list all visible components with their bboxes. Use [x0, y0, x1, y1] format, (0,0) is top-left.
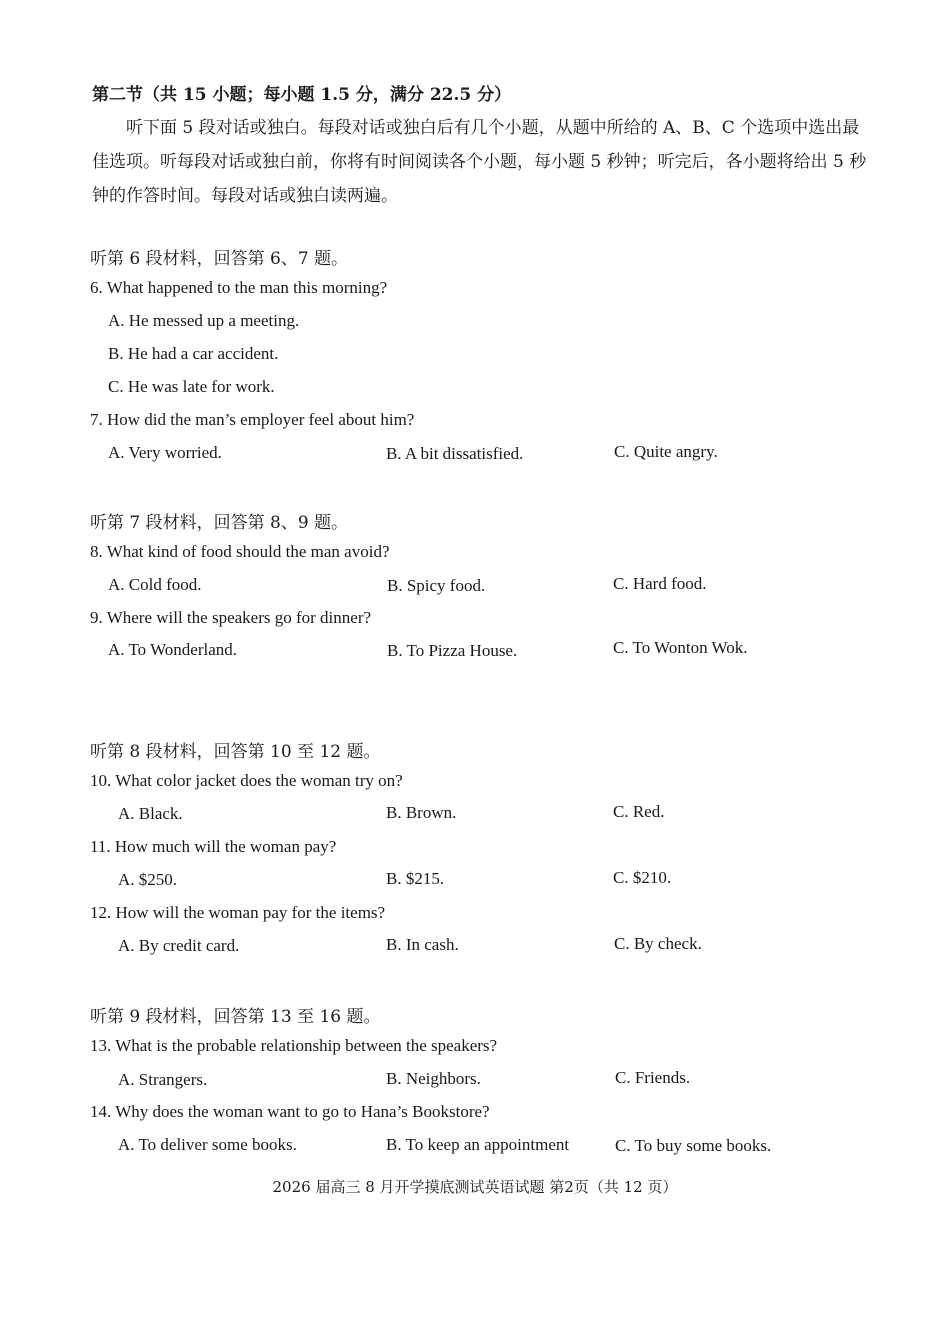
question-9-stem: 9. Where will the speakers go for dinner? [90, 608, 372, 627]
question-14-stem: 14. Why does the woman want to go to Hana’s Bookstore? [90, 1102, 490, 1121]
question-8-option-a: A. Cold food. [108, 575, 202, 594]
question-14-option-c: C. To buy some books. [615, 1136, 772, 1155]
question-11-option-b: B. $215. [386, 869, 445, 888]
question-7-stem: 7. How did the man’s employer feel about him? [90, 410, 415, 429]
question-13-option-a: A. Strangers. [118, 1070, 208, 1089]
question-7-option-a: A. Very worried. [108, 443, 222, 462]
question-10-option-a: A. Black. [118, 804, 183, 823]
group-header-9: 听第 9 段材料，回答第 13 至 16 题。 [90, 1007, 381, 1027]
question-14-option-a: A. To deliver some books. [118, 1135, 297, 1154]
question-12-option-a: A. By credit card. [118, 936, 240, 955]
question-12-stem: 12. How will the woman pay for the items? [90, 903, 386, 922]
question-9-option-c: C. To Wonton Wok. [613, 638, 748, 657]
section-instructions: 听下面 5 段对话或独白。每段对话或独白后有几个小题，从题中所给的 A、B、C 个选项中选出最佳选项。听每段对话或独白前，你将有时间阅读各个小题，每小题 5 秒钟；听完后，各小题将给出 5 秒钟的作答时间。每段对话或独白读两遍。 [92, 118, 867, 206]
question-14-option-b: B. To keep an appointment [386, 1135, 570, 1154]
question-6-stem: 6. What happened to the man this morning? [90, 278, 388, 297]
question-9-option-a: A. To Wonderland. [108, 640, 238, 659]
question-12-option-b: B. In cash. [386, 935, 459, 954]
question-6-option-b: B. He had a car accident. [108, 344, 279, 363]
group-header-8: 听第 8 段材料，回答第 10 至 12 题。 [90, 742, 381, 762]
question-8-option-c: C. Hard food. [613, 574, 707, 593]
question-7-option-b: B. A bit dissatisfied. [386, 444, 524, 463]
section-title: 第二节（共 15 小题；每小题 1.5 分，满分 22.5 分） [92, 85, 512, 105]
question-10-option-b: B. Brown. [386, 803, 457, 822]
question-13-option-b: B. Neighbors. [386, 1069, 481, 1088]
question-9-option-b: B. To Pizza House. [387, 641, 518, 660]
question-11-stem: 11. How much will the woman pay? [90, 837, 337, 856]
question-6-option-c: C. He was late for work. [108, 377, 275, 396]
question-8-option-b: B. Spicy food. [387, 576, 486, 595]
question-8-stem: 8. What kind of food should the man avoid? [90, 542, 390, 561]
group-header-7: 听第 7 段材料，回答第 8、9 题。 [90, 513, 349, 533]
question-13-option-c: C. Friends. [615, 1068, 691, 1087]
question-6-option-a: A. He messed up a meeting. [108, 311, 300, 330]
question-12-option-c: C. By check. [614, 934, 702, 953]
question-10-stem: 10. What color jacket does the woman try on? [90, 771, 403, 790]
page-footer: 2026 届高三 8 月开学摸底测试英语试题 第2页（共 12 页） [272, 1178, 678, 1196]
question-13-stem: 13. What is the probable relationship between the speakers? [90, 1036, 498, 1055]
question-7-option-c: C. Quite angry. [614, 442, 718, 461]
question-11-option-c: C. $210. [613, 868, 672, 887]
question-10-option-c: C. Red. [613, 802, 665, 821]
group-header-6: 听第 6 段材料，回答第 6、7 题。 [90, 249, 349, 269]
question-11-option-a: A. $250. [118, 870, 178, 889]
